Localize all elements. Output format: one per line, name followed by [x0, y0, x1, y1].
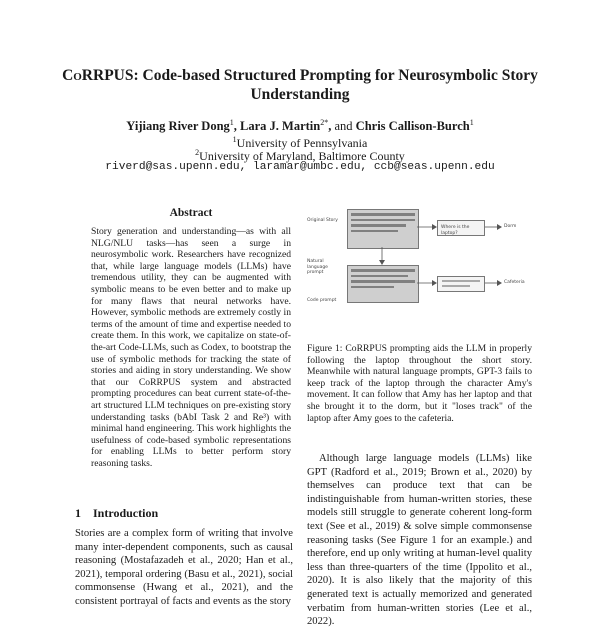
author-sup: 1 [229, 118, 234, 127]
affiliation-name: University of Maryland, Baltimore County [199, 149, 405, 163]
author-emails: riverd@sas.upenn.edu, laramar@umbc.edu, ccb@seas.upenn.edu [105, 161, 495, 173]
figure-result-wrong: Dorm [504, 224, 517, 229]
section-title: Introduction [93, 506, 159, 520]
arrowhead [497, 224, 502, 230]
intro-paragraph: Stories are a complex form of writing that involve many inter-dependent components, such as causal reasoning (Mostafazadeh et al., 2020; Han et al., 2021), temporal ordering (Basu et al., 2021), social commonsense (Hwang et al., 2021), and the consistent portrayal of facts and events as the story [75, 528, 293, 607]
figure-1 [307, 205, 532, 335]
right-paragraph: Although large language models (LLMs) like GPT (Radford et al., 2019; Brown et al., 2020) by themselves can produce text that can be indistinguishable from human-written stories, these models still struggle to generate coherent long-form text (See et al., 2019) & solve simple commonsense reasoning tasks (See Figure 1 for an example.) and therefore, end up only writing at human-level quality less than three-quarters of the time (Ippolito et al., 2020). It is also likely that the majority of this generated text is actually memorized and generated verbatim from human-written stories (Lee et al., 2022). [307, 453, 532, 628]
question-box [437, 276, 485, 292]
affiliation-sup: 2 [195, 148, 200, 157]
title-rest: : Code-based Structured Prompting for Neurosymbolic Story Understanding [133, 67, 538, 103]
arrowhead [379, 260, 385, 265]
paper-title [40, 66, 560, 104]
title-prefix: CoRRPUS [62, 67, 134, 84]
author-sup: 1 [469, 118, 474, 127]
figure-result-correct: Cafeteria [504, 280, 525, 285]
arrowhead [497, 280, 502, 286]
author-list: Yijiang River Dong$^1$, Lara J. Martin$^{2*}$, and Chris Callison-Burch$^1$ [126, 118, 474, 134]
author-name: Yijiang River Dong [126, 119, 230, 134]
affiliation-name: University of Pennsylvania [236, 136, 368, 150]
affiliation-sup: 1 [232, 135, 237, 144]
author-name: Lara J. Martin [240, 119, 321, 134]
authors-and: and [334, 119, 353, 134]
section-number: 1 [75, 506, 81, 520]
author-name: Chris Callison-Burch [355, 119, 470, 134]
author-sup: 2* [320, 118, 329, 127]
figure-arrows [307, 205, 532, 335]
abstract-heading: Abstract [169, 207, 213, 219]
question-box [437, 220, 485, 236]
figure-label-story: Original Story [307, 218, 338, 223]
section-heading [75, 506, 158, 521]
figure-label-code-prompt: Code prompt [307, 298, 337, 303]
abstract-text: Story generation and understanding—as with all NLG/NLU tasks—has seen a surge in neurosymbolic work. Researchers have recognized that, while large language models (LLMs) have tremendous utility, they can be augmented with symbolic means to be even better and to make up for many flaws that neural networks have. However, symbolic methods are extremely costly in terms of the amount of time and expertise needed to create them. In this work, we capitalize on state-of-the-art Code-LLMs, such as Codex, to bootstrap the use of symbolic methods for tracking the state of stories and aiding in story understanding. We show that our CoRRPUS system and abstracted prompting procedures can beat current state-of-the-art structured LLM techniques on pre-existing story understanding tasks (bAbI Task 2 and Re³) with minimal hand engineering. This work highlights the usefulness of code-based symbolic representations for enabling LLMs to better perform story reasoning tasks. [91, 226, 291, 469]
figure-caption: Figure 1: CoRRPUS prompting aids the LLM in properly following the laptop throughout the short story. Meanwhile with natural language prompts, GPT-3 fails to keep track of the laptop through the character Amy's movement. It can follow that Amy has her laptop and that she brought it to the dorm, but it "loses track" of the laptop after Amy goes to the cafeteria. [307, 343, 532, 424]
figure-label-nl-prompt: Natural language prompt [307, 259, 328, 275]
question-label: Where is the laptop? [441, 225, 470, 236]
